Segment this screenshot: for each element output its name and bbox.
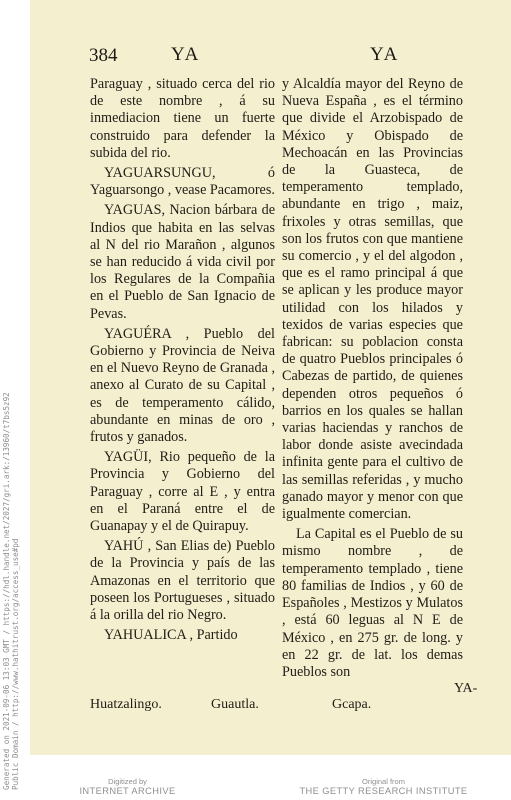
page-number: 384 bbox=[89, 45, 118, 66]
entry-yaguarsungu: YAGUARSUNGU, ó Yaguarsongo , vease Pacamores. bbox=[90, 165, 275, 199]
entry-yaguas: YAGUAS, Nacion bárbara de Indios que habita en las selvas al N del rio Marañon , algunos se han reducido á vida civil por los Regulares de la Compañia en el Pueblo de San Ignacio de Pevas. bbox=[90, 202, 275, 322]
stamp-line-generated: Generated on 2021-09-06 13:03 GMT / https://hdl.handle.net/2027/gri.ark:/13960/t7bs5z92 bbox=[2, 392, 11, 790]
paragraph: Paraguay , situado cerca del rio de este nombre , á su inmediacion tiene un fuerte construido para defender la subida del rio. bbox=[90, 76, 275, 161]
paragraph: y Alcaldía mayor del Reyno de Nueva España , es el término que divide el Arzobispado de México y Obispado de Mechoacán en las Provincias de la Guasteca, de temperamento templado, abundante en trigo , maiz, frixoles y otras semillas, que son los frutos con que mantiene su comercio , y el del algodon , que es el ramo principal á que se aplican y les produce mayor utilidad con los hilados y texidos de varias especies que fabrican: su poblacion consta de quatro Pueblos principales ó Cabezas de partido, de quienes dependen otros pequeños ó barrios en los quales se hallan varias haciendas y ranchos de labor donde asiste avecindada infinita gente para el cultivo de las semillas referidas , y mucho ganado mayor y menor con que igualmente comercian. bbox=[282, 76, 463, 523]
getty-logo bbox=[256, 756, 511, 800]
logo-caption: Digitized by bbox=[108, 777, 147, 786]
right-column bbox=[282, 76, 463, 681]
hathitrust-stamp bbox=[2, 392, 20, 790]
footer-item: Huatzalingo. bbox=[90, 697, 162, 712]
entry-yaguera: YAGUÉRA , Pueblo del Gobierno y Provincia de Neiva en el Nuevo Reyno de Granada , anexo al Curato de su Capital , es de temperamento cálido, abundante en minas de oro , frutos y ganados. bbox=[90, 325, 275, 446]
running-head-right: YA bbox=[370, 44, 400, 65]
stamp-line-license: Public Domain / http://www.hathitrust.org/access_use#pd bbox=[11, 538, 20, 790]
logo-caption: Original from bbox=[362, 777, 405, 786]
entry-yagui: YAGÜI, Rio pequeño de la Provincia y Gobierno del Paraguay , corre al E , y entra en el Paraná entre el de Guanapay y el de Quirapuy. bbox=[90, 449, 275, 535]
paragraph: La Capital es el Pueblo de su mismo nombre , de temperamento templado , tiene 80 familias de Indios , y 60 de Españoles , Mestizos y Mulatos , está 60 leguas al N E de México , en 275 gr. de long. y en 22 gr. de lat. los demas Pueblos son bbox=[282, 526, 463, 680]
entry-yahualica: YAHUALICA , Partido bbox=[104, 627, 238, 644]
left-column bbox=[90, 76, 275, 645]
running-head-left: YA bbox=[171, 44, 201, 65]
internet-archive-logo bbox=[0, 756, 255, 800]
logo-title: THE GETTY RESEARCH INSTITUTE bbox=[299, 786, 468, 796]
logo-title: INTERNET ARCHIVE bbox=[79, 786, 176, 796]
catchword: YA- bbox=[454, 681, 478, 696]
scanned-page bbox=[30, 0, 511, 755]
footer-item: Gcapa. bbox=[332, 697, 372, 712]
footer-item: Guautla. bbox=[211, 697, 259, 712]
entry-yahu: YAHÚ , San Elias de) Pueblo de la Provincia y país de las Amazonas en el territorio que poseen los Portugueses , situado á la orilla del rio Negro. bbox=[90, 538, 275, 624]
